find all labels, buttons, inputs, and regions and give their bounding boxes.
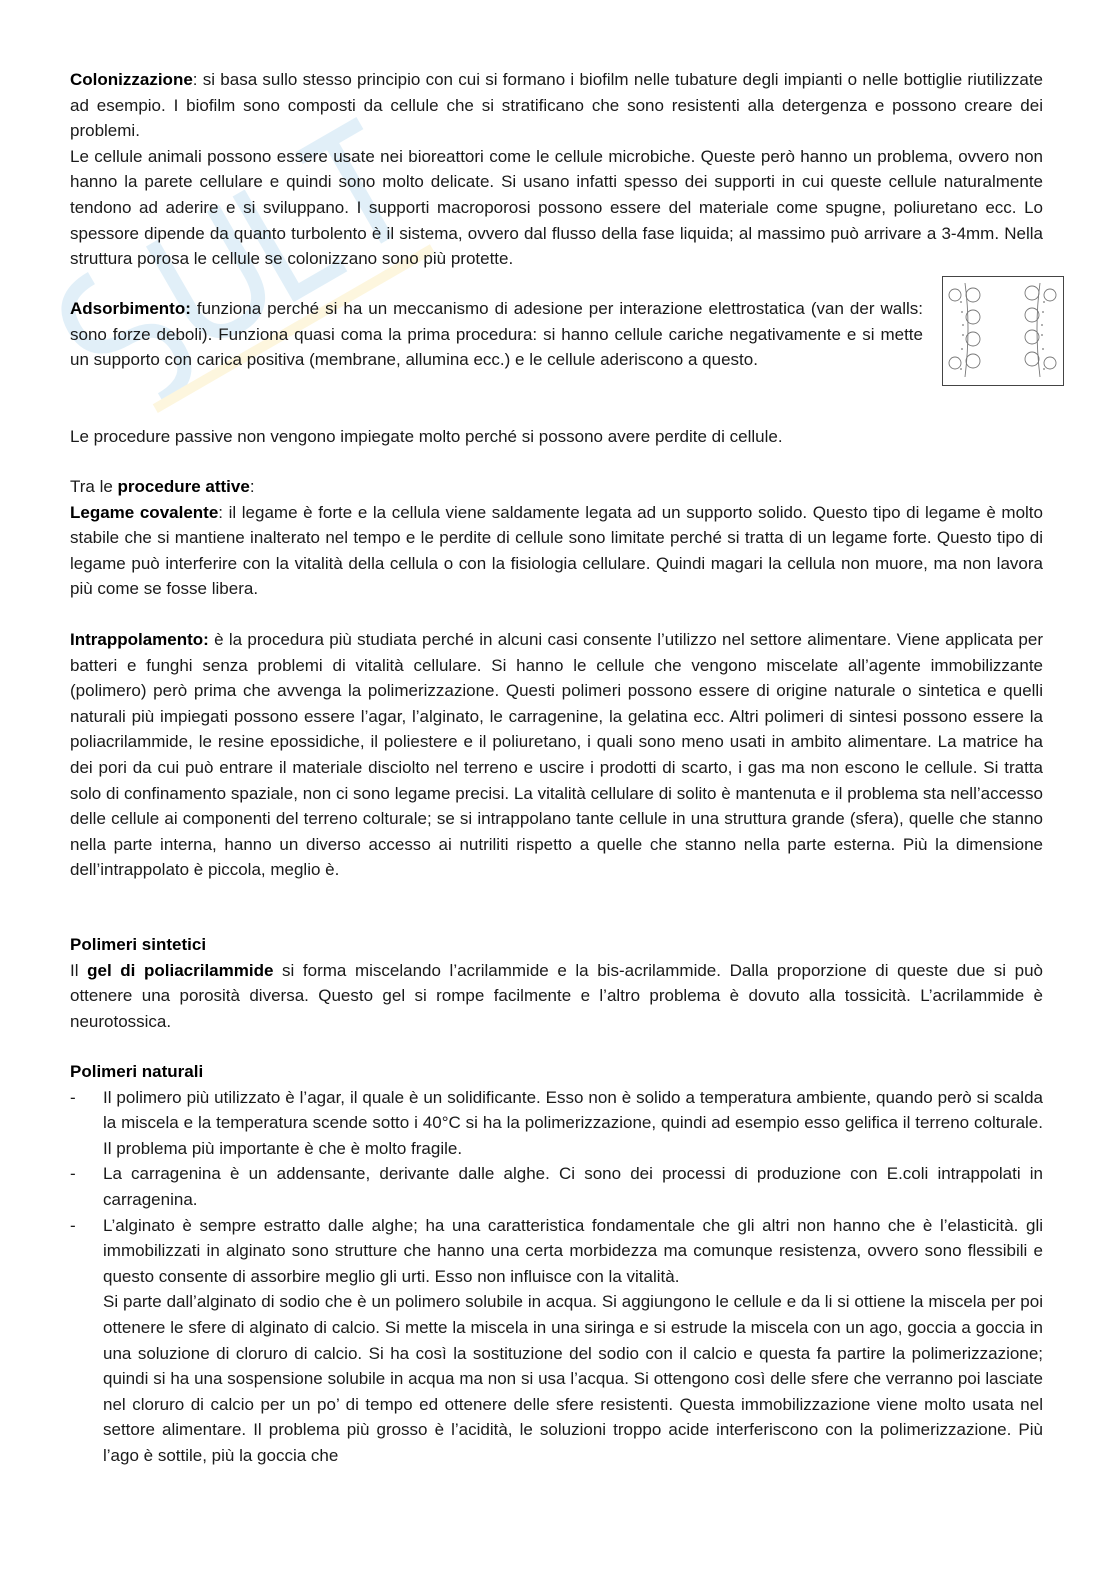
attive-intro: [70, 474, 1043, 500]
sintetici-paragraph: [70, 958, 1043, 1035]
intrappolamento-text: è la procedura più studiata perché in alcuni casi consente l’utilizzo nel settore alimentare. Viene applicata per batteri e funghi senza problemi di vitalità cellulare. Si hanno le cellule che vengono miscelate all’agente immobilizzante (polimero) però prima che avvenga la polimerizzazione. Questi polimeri possono essere di origine naturale o sintetica e quelli naturali più impiegati possono essere l’agar, l’alginato, le carragenine, la gelatina ecc. Altri polimeri di sintesi possono essere la poliacrilammide, le resine epossidiche, il poliestere e il poliuretano, i quali sono meno usati in ambito alimentare. La matrice ha dei pori da cui può entrare il materiale disciolto nel terreno e uscire i prodotti di scarto, i gas ma non escono le cellule. Si tratta solo di confinamento spaziale, non ci sono legame precisi. La vitalità cellulare di solito è mantenuta e il problema sta nell’accesso delle cellule ai componenti del terreno colturale; se si intrappolano tante cellule in una struttura grande (sfera), quelle che stanno nella parte interna, hanno un diverso accesso ai nutriliti rispetto a quelle che stanno nella parte esterna. Più la dimensione dell’intrappolato è piccola, meglio è.: [70, 630, 1043, 880]
colonizzazione-text: : si basa sullo stesso principio con cui si formano i biofilm nelle tubature degli impianti o nelle bottiglie riutilizzate ad esempio. I biofilm sono composti da cellule che si stratificano che sono resistenti alla detergenza e possono creare dei problemi.: [70, 70, 1043, 141]
adsorbimento-text: funziona perché si ha un meccanismo di adesione per interazione elettrostatica (van der walls: sono forze deboli). Funziona quasi coma la prima procedura: si hanno cellule cariche negativamente e si mette un supporto con carica positiva (membrane, allumina ecc.) e le cellule aderiscono a questo.: [70, 299, 923, 370]
adsorbimento-title: Adsorbimento:: [70, 299, 191, 318]
list-bullet: -: [70, 1215, 76, 1235]
adsorption-figure: [942, 276, 1064, 386]
attive-prefix: Tra le: [70, 477, 118, 496]
list-item: [70, 1213, 1043, 1290]
list-bullet: -: [70, 1087, 76, 1107]
sintetici-bold: gel di poliacrilammide: [87, 960, 274, 980]
legame-text: : il legame è forte e la cellula viene saldamente legata ad un supporto solido. Questo tipo di legame è molto stabile che si mantiene inalterato nel tempo e le perdite di cellule sono limitate perché si tratta di un legame forte. Questo tipo di legame può interferire con la vitalità della cellula o con la fisiologia cellulare. Quindi magari la cellula non muore, ma non lavora più come se fosse libera.: [70, 502, 1043, 599]
attive-bold: procedure attive: [117, 477, 250, 496]
adsorbimento-paragraph: [70, 296, 923, 373]
list-item: [70, 1161, 1043, 1212]
sintetici-heading: [70, 932, 1043, 958]
legame-paragraph: [70, 500, 1043, 602]
list-item-text: Il polimero più utilizzato è l’agar, il quale è un solidificante. Esso non è solido a temperatura ambiente, quando però si scalda la miscela e la temperatura scende sotto i 40°C si ha la polimerizzazione, quindi ad esempio esso gelifica il terreno colturale. Il problema più importante è che è molto fragile.: [103, 1087, 1043, 1158]
colonizzazione-paragraph: [70, 67, 1043, 144]
passive-note-section: [70, 424, 1043, 450]
intrappolamento-section: [70, 627, 1043, 883]
list-item-text: La carragenina è un addensante, derivante dalle alghe. Ci sono dei processi di produzione con E.coli intrappolati in carragenina.: [103, 1164, 1043, 1209]
sintetici-section: [70, 932, 1043, 1034]
colonizzazione-paragraph-2: Le cellule animali possono essere usate nei bioreattori come le cellule microbiche. Queste però hanno un problema, ovvero non hanno la parete cellulare e quindi sono molto delicate. Si usano infatti spesso dei supporti in cui queste cellule naturalmente tendono ad aderire e si sviluppano. I supporti macroporosi possono essere del materiale come spugne, poliuretano ecc. Lo spessore dipende da quanto turbolento è il sistema, ovvero dal flusso della fase liquida; al massimo può arrivare a 3-4mm. Nella struttura porosa le cellule se colonizzano sono più protette.: [70, 146, 1043, 269]
list-item-text: L’alginato è sempre estratto dalle alghe; ha una caratteristica fondamentale che gli altri non hanno che è l’elasticità. gli immobilizzati in alginato sono strutture che hanno una certa morbidezza ma comunque resistenza, ovvero sono flessibili e questo consente di assorbire meglio gli urti. Esso non influisce con la vitalità.: [103, 1215, 1043, 1286]
colonizzazione-section: [70, 67, 1043, 272]
sintetici-text: si forma miscelando l’acrilammide e la bis-acrilammide. Dalla proporzione di queste due si può ottenere una porosità diversa. Questo gel si rompe facilmente e l’altro problema è dovuto alla tossicità. L’acrilammide è neurotossica.: [70, 960, 1043, 1031]
legame-title: Legame covalente: [70, 502, 219, 522]
list-item-continuation: [70, 1289, 1043, 1468]
adsorbimento-section: [70, 296, 923, 373]
sintetici-prefix: Il: [70, 960, 88, 980]
naturali-section: [70, 1059, 1043, 1469]
legame-section: [70, 474, 1043, 602]
adsorption-diagram-icon: [943, 277, 1062, 384]
intrappolamento-title: Intrappolamento:: [70, 630, 209, 649]
sintetici-heading-text: Polimeri sintetici: [70, 935, 207, 954]
intrappolamento-paragraph: [70, 627, 1043, 883]
colonizzazione-title: Colonizzazione: [70, 70, 193, 89]
list-bullet: -: [70, 1164, 76, 1184]
continuation-text: Si parte dall’alginato di sodio che è un polimero solubile in acqua. Si aggiungono le cellule e da li si ottiene la miscela per poi ottenere le sfere di alginato di calcio. Si mette la miscela in una siringa e si estrude la miscela con un ago, goccia a goccia in una soluzione di cloruro di calcio. Si ha così la sostituzione del sodio con il calcio e questa fa partire la polimerizzazione; quindi si ha una sospensione solubile in acqua ma non si usa l’acqua. Si ottengono così delle sfere che verranno poi lasciate nel cloruro di calcio per un po’ di tempo ed ottenere delle sfere resistenti. Questa immobilizzazione viene molto usata nel settore alimentare. Il problema più grosso è l’acidità, le soluzioni troppo acide interferiscono con la polimerizzazione. Più l’ago è sottile, più la goccia che: [103, 1292, 1043, 1465]
naturali-heading: [70, 1059, 1043, 1085]
passive-note: Le procedure passive non vengono impiegate molto perché si possono avere perdite di cellule.: [70, 427, 783, 446]
attive-suffix: :: [249, 477, 255, 496]
naturali-heading-text: Polimeri naturali: [70, 1062, 204, 1081]
list-item: [70, 1085, 1043, 1162]
